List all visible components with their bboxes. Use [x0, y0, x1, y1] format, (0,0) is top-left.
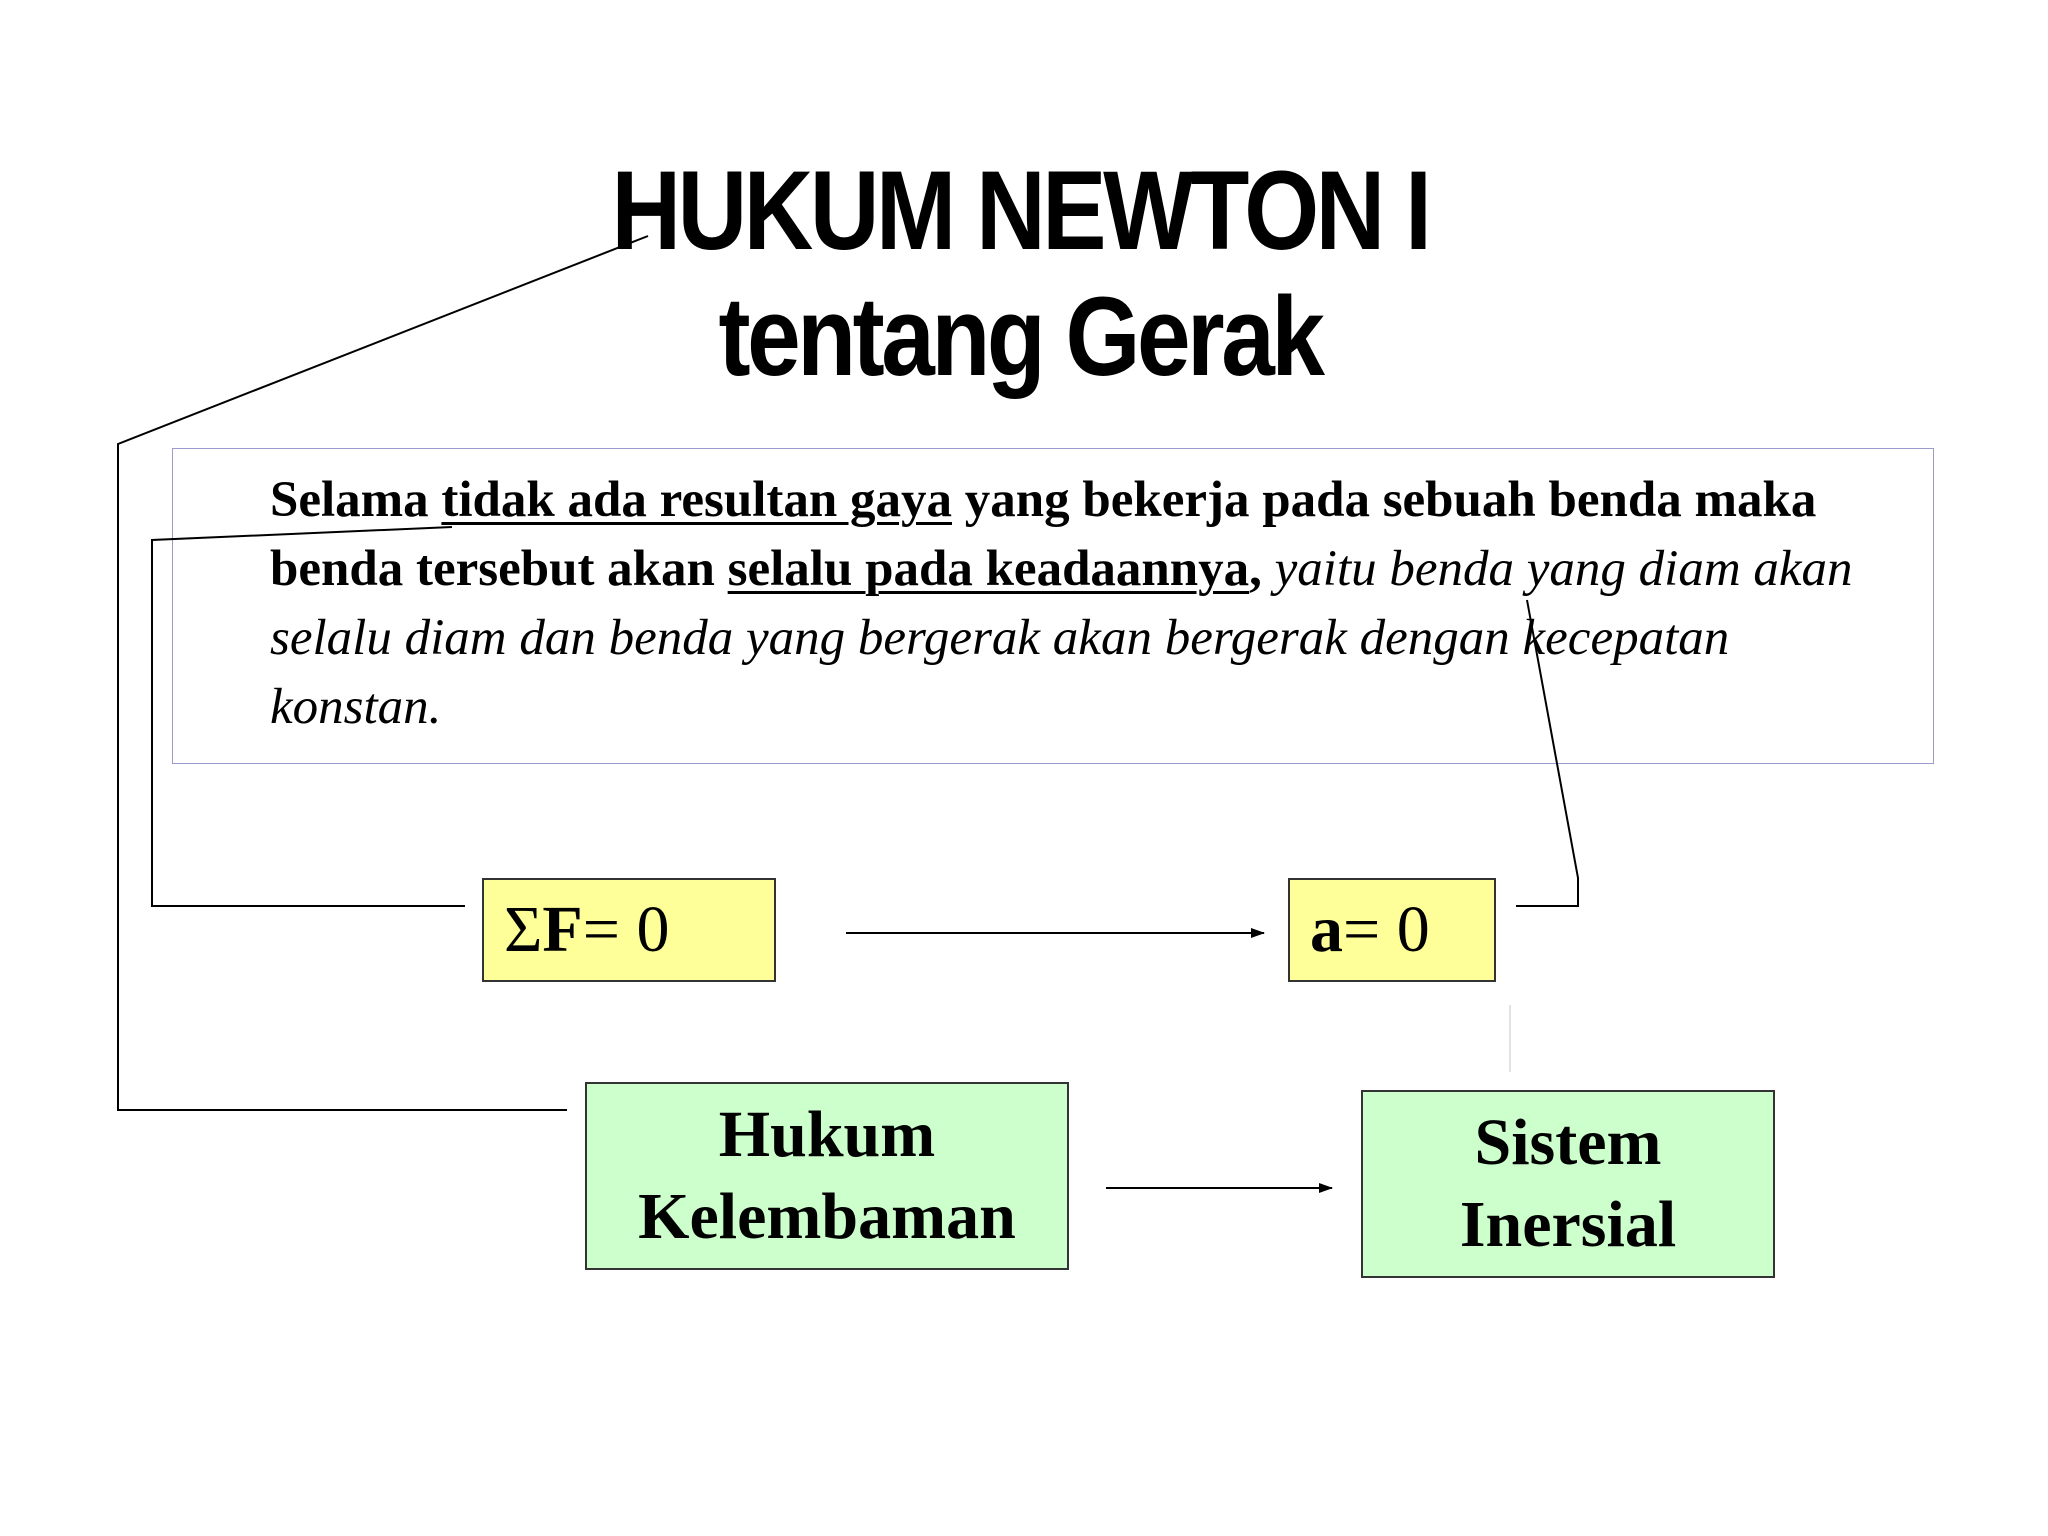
statement-underlined-2: selalu pada keadaannya [727, 541, 1250, 597]
statement-italic: yaitu benda yang diam akan selalu diam dan benda yang bergerak akan bergerak dengan kecepatan konstan. [270, 541, 1853, 735]
law-of-inertia-box [585, 1082, 1069, 1270]
statement-part-1: Selama [270, 472, 442, 528]
resultant-to-sigma-connector [152, 527, 465, 906]
sigma-symbol: Σ [504, 893, 543, 966]
inertial-system-box [1361, 1090, 1775, 1278]
acceleration-zero-box [1288, 878, 1496, 982]
net-force-zero-box [482, 878, 776, 982]
statement-underlined-1: tidak ada resultan gaya [441, 472, 952, 528]
acceleration-variable: a [1310, 893, 1343, 966]
net-force-equals: = 0 [582, 893, 670, 966]
sistem-line-2: Inersial [1459, 1188, 1677, 1261]
force-variable: F [542, 893, 583, 966]
hukum-line-1: Hukum [718, 1098, 936, 1171]
statement-comma: , [1249, 541, 1262, 597]
title-line-2: tentang Gerak [718, 274, 1322, 399]
sistem-line-1: Sistem [1474, 1106, 1662, 1179]
acceleration-equals: = 0 [1343, 893, 1430, 966]
title-line-1: HUKUM NEWTON I [611, 148, 1429, 273]
keadaan-to-accel-connector [1516, 600, 1578, 906]
statement-part-3: yang bekerja pada sebuah benda maka benda tersebut akan [270, 472, 1817, 597]
hukum-line-2: Kelembaman [638, 1180, 1016, 1253]
